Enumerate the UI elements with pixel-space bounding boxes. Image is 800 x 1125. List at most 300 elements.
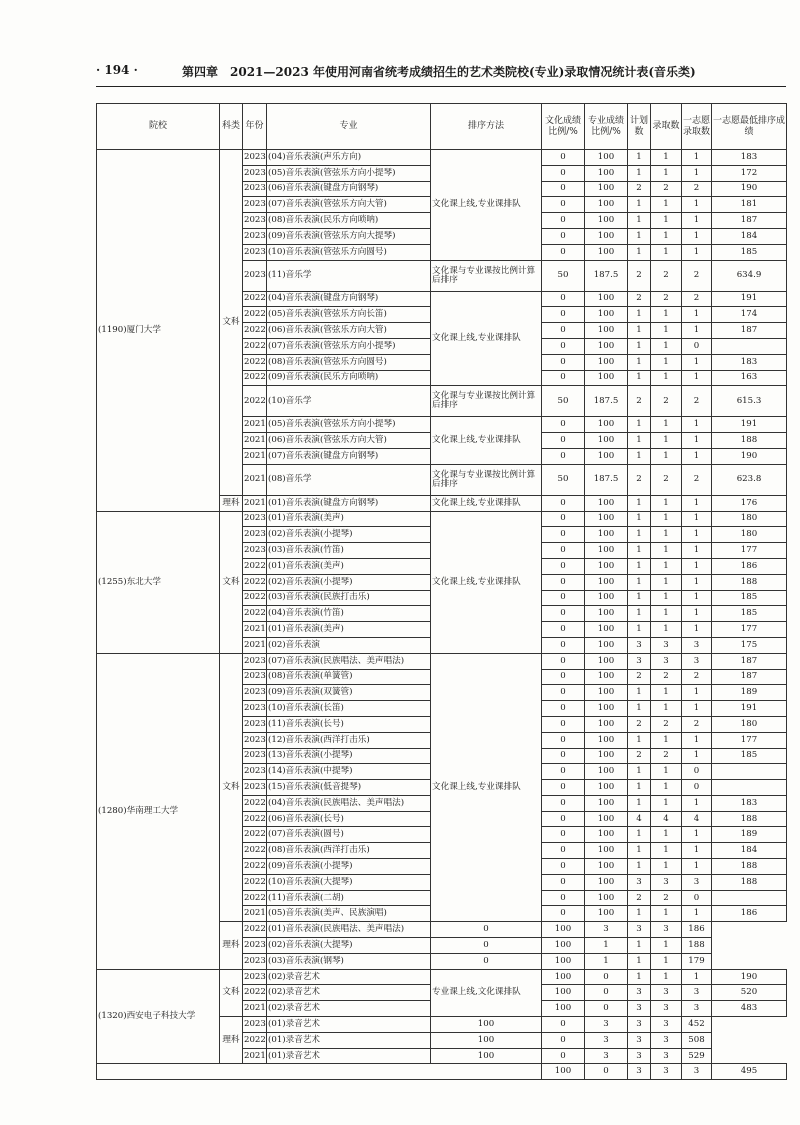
year-cell: 2022 bbox=[243, 795, 267, 811]
culture-ratio-cell: 0 bbox=[542, 244, 585, 260]
year-cell: 2023 bbox=[243, 716, 267, 732]
extra-score-cell: 495 bbox=[712, 1064, 787, 1080]
admit-cell: 1 bbox=[628, 938, 651, 954]
plan-cell: 2 bbox=[628, 386, 651, 417]
major-cell: (06)音乐表演(管弦乐方向大管) bbox=[267, 433, 431, 449]
major-cell: (07)音乐表演(圆号) bbox=[267, 827, 431, 843]
admit-cell: 1 bbox=[651, 906, 682, 922]
admit-cell: 2 bbox=[651, 260, 682, 291]
method-cell: 文化课上线,专业课排队 bbox=[431, 495, 542, 511]
plan-cell: 1 bbox=[628, 590, 651, 606]
year-cell: 2023 bbox=[243, 1017, 267, 1033]
culture-ratio-cell: 0 bbox=[542, 543, 585, 559]
prof-ratio-cell: 0 bbox=[542, 1032, 585, 1048]
extra-admit-cell: 3 bbox=[651, 1064, 682, 1080]
first-admit-cell: 1 bbox=[682, 606, 712, 622]
culture-ratio-cell: 0 bbox=[542, 338, 585, 354]
first-min-score-cell: 191 bbox=[712, 701, 787, 717]
admit-cell: 3 bbox=[628, 922, 651, 938]
prof-ratio-cell: 100 bbox=[585, 890, 628, 906]
plan-cell: 2 bbox=[628, 716, 651, 732]
prof-ratio-cell: 100 bbox=[585, 323, 628, 339]
prof-ratio-cell: 100 bbox=[585, 748, 628, 764]
prof-ratio-cell: 0 bbox=[585, 1001, 628, 1017]
culture-ratio-cell: 0 bbox=[542, 827, 585, 843]
admit-cell: 1 bbox=[651, 448, 682, 464]
admit-cell: 1 bbox=[651, 732, 682, 748]
major-cell: (06)音乐表演(管弦乐方向大管) bbox=[267, 323, 431, 339]
year-cell: 2023 bbox=[243, 748, 267, 764]
admission-table bbox=[96, 103, 787, 1080]
first-admit-cell: 1 bbox=[682, 969, 712, 985]
year-cell: 2023 bbox=[243, 150, 267, 166]
first-min-score-cell: 179 bbox=[682, 953, 712, 969]
culture-ratio-cell: 0 bbox=[542, 811, 585, 827]
col-method: 排序方法 bbox=[431, 104, 542, 150]
prof-ratio-cell: 100 bbox=[585, 622, 628, 638]
major-cell: (03)音乐表演(钢琴) bbox=[267, 953, 431, 969]
plan-cell: 1 bbox=[628, 558, 651, 574]
culture-ratio-cell: 0 bbox=[542, 874, 585, 890]
plan-cell: 3 bbox=[628, 653, 651, 669]
culture-ratio-cell: 0 bbox=[542, 685, 585, 701]
category-cell: 理科 bbox=[220, 922, 243, 969]
plan-cell: 1 bbox=[628, 370, 651, 386]
header-rule bbox=[96, 86, 786, 87]
admit-cell: 3 bbox=[628, 1048, 651, 1064]
first-admit-cell: 1 bbox=[682, 354, 712, 370]
admit-cell: 1 bbox=[651, 543, 682, 559]
admit-cell: 1 bbox=[651, 606, 682, 622]
first-admit-cell: 1 bbox=[682, 165, 712, 181]
extra-first-cell: 3 bbox=[682, 1064, 712, 1080]
major-cell: (08)音乐表演(民乐方向唢呐) bbox=[267, 213, 431, 229]
first-admit-cell: 1 bbox=[682, 495, 712, 511]
culture-ratio-cell: 100 bbox=[542, 969, 585, 985]
prof-ratio-cell: 100 bbox=[585, 827, 628, 843]
prof-ratio-cell: 100 bbox=[585, 448, 628, 464]
year-cell: 2022 bbox=[243, 890, 267, 906]
admit-cell: 1 bbox=[651, 558, 682, 574]
first-min-score-cell bbox=[712, 764, 787, 780]
prof-ratio-cell: 0 bbox=[585, 985, 628, 1001]
year-cell: 2023 bbox=[243, 938, 267, 954]
extra-plan-cell: 3 bbox=[628, 1064, 651, 1080]
admit-cell: 2 bbox=[651, 669, 682, 685]
admit-cell: 1 bbox=[651, 969, 682, 985]
admit-cell: 1 bbox=[651, 323, 682, 339]
plan-cell: 2 bbox=[628, 890, 651, 906]
prof-ratio-cell: 100 bbox=[542, 953, 585, 969]
table-row bbox=[97, 653, 787, 669]
major-cell: (11)音乐表演(长号) bbox=[267, 716, 431, 732]
first-admit-cell: 1 bbox=[682, 417, 712, 433]
major-cell: (04)音乐表演(键盘方向钢琴) bbox=[267, 291, 431, 307]
plan-cell: 1 bbox=[628, 574, 651, 590]
first-admit-cell: 4 bbox=[682, 811, 712, 827]
table-header-row bbox=[97, 104, 787, 150]
plan-cell: 3 bbox=[628, 1001, 651, 1017]
culture-ratio-cell: 0 bbox=[542, 417, 585, 433]
culture-ratio-cell: 0 bbox=[542, 323, 585, 339]
school-cell: (1280)华南理工大学 bbox=[97, 653, 220, 969]
major-cell: (08)音乐表演(单簧管) bbox=[267, 669, 431, 685]
first-admit-cell: 1 bbox=[682, 370, 712, 386]
year-cell: 2023 bbox=[243, 260, 267, 291]
category-cell: 文科 bbox=[220, 150, 243, 496]
year-cell: 2023 bbox=[243, 685, 267, 701]
first-min-score-cell: 177 bbox=[712, 622, 787, 638]
col-major: 专业 bbox=[267, 104, 431, 150]
first-min-score-cell: 483 bbox=[712, 1001, 787, 1017]
prof-ratio-cell: 0 bbox=[542, 1048, 585, 1064]
blank-cell bbox=[97, 1064, 542, 1080]
plan-cell: 1 bbox=[628, 827, 651, 843]
school-cell: (1255)东北大学 bbox=[97, 511, 220, 653]
culture-ratio-cell: 50 bbox=[542, 260, 585, 291]
chapter-title: 第四章 2021—2023 年使用河南省统考成绩招生的艺术类院校(专业)录取情况统计表(音乐类) bbox=[182, 65, 696, 79]
prof-ratio-cell: 0 bbox=[585, 969, 628, 985]
first-admit-cell: 1 bbox=[682, 701, 712, 717]
prof-ratio-cell: 100 bbox=[585, 228, 628, 244]
major-cell: (08)音乐表演(管弦乐方向圆号) bbox=[267, 354, 431, 370]
first-min-score-cell: 186 bbox=[712, 558, 787, 574]
culture-ratio-cell: 50 bbox=[542, 386, 585, 417]
first-admit-cell: 0 bbox=[682, 890, 712, 906]
prof-ratio-cell: 100 bbox=[585, 795, 628, 811]
plan-cell: 1 bbox=[628, 433, 651, 449]
admit-cell: 3 bbox=[628, 1032, 651, 1048]
major-cell: (02)录音艺术 bbox=[267, 985, 431, 1001]
admit-cell: 1 bbox=[651, 685, 682, 701]
table-row bbox=[97, 511, 787, 527]
major-cell: (05)音乐表演(管弦乐方向长笛) bbox=[267, 307, 431, 323]
admit-cell: 1 bbox=[651, 574, 682, 590]
major-cell: (05)音乐表演(管弦乐方向小提琴) bbox=[267, 165, 431, 181]
plan-cell: 1 bbox=[628, 843, 651, 859]
first-min-score-cell: 185 bbox=[712, 748, 787, 764]
first-admit-cell: 1 bbox=[682, 574, 712, 590]
col-year: 年份 bbox=[243, 104, 267, 150]
plan-cell: 1 bbox=[628, 764, 651, 780]
first-admit-cell: 1 bbox=[682, 228, 712, 244]
prof-ratio-cell: 100 bbox=[585, 495, 628, 511]
admit-cell: 1 bbox=[628, 953, 651, 969]
major-cell: (09)音乐表演(民乐方向唢呐) bbox=[267, 370, 431, 386]
culture-ratio-cell: 0 bbox=[542, 590, 585, 606]
table-body bbox=[97, 150, 787, 1080]
year-cell: 2022 bbox=[243, 354, 267, 370]
first-min-score-cell: 188 bbox=[682, 938, 712, 954]
table-row bbox=[97, 969, 787, 985]
admit-cell: 1 bbox=[651, 244, 682, 260]
first-min-score-cell: 184 bbox=[712, 228, 787, 244]
first-admit-cell: 1 bbox=[682, 527, 712, 543]
culture-ratio-cell: 0 bbox=[542, 764, 585, 780]
first-admit-cell: 1 bbox=[682, 590, 712, 606]
major-cell: (10)音乐表演(长笛) bbox=[267, 701, 431, 717]
first-min-score-cell: 190 bbox=[712, 448, 787, 464]
year-cell: 2023 bbox=[243, 165, 267, 181]
prof-ratio-cell: 100 bbox=[585, 574, 628, 590]
major-cell: (03)音乐表演(民族打击乐) bbox=[267, 590, 431, 606]
major-cell: (04)音乐表演(民族唱法、美声唱法) bbox=[267, 795, 431, 811]
culture-ratio-cell: 0 bbox=[542, 637, 585, 653]
first-min-score-cell: 188 bbox=[712, 859, 787, 875]
culture-ratio-cell: 0 bbox=[542, 150, 585, 166]
major-cell: (11)音乐学 bbox=[267, 260, 431, 291]
first-min-score-cell: 188 bbox=[712, 574, 787, 590]
first-admit-cell: 1 bbox=[682, 213, 712, 229]
prof-ratio-cell: 100 bbox=[585, 590, 628, 606]
year-cell: 2021 bbox=[243, 417, 267, 433]
first-min-score-cell: 185 bbox=[712, 606, 787, 622]
prof-ratio-cell: 100 bbox=[585, 732, 628, 748]
prof-ratio-cell: 100 bbox=[542, 922, 585, 938]
plan-cell: 2 bbox=[628, 669, 651, 685]
major-cell: (09)音乐表演(小提琴) bbox=[267, 859, 431, 875]
admit-cell: 1 bbox=[651, 165, 682, 181]
major-cell: (11)音乐表演(二胡) bbox=[267, 890, 431, 906]
first-min-score-cell: 180 bbox=[712, 527, 787, 543]
first-min-score-cell: 188 bbox=[712, 874, 787, 890]
major-cell: (05)音乐表演(美声、民族演唱) bbox=[267, 906, 431, 922]
year-cell: 2022 bbox=[243, 985, 267, 1001]
prof-ratio-cell: 187.5 bbox=[585, 260, 628, 291]
major-cell: (04)音乐表演(声乐方向) bbox=[267, 150, 431, 166]
admit-cell: 1 bbox=[651, 795, 682, 811]
year-cell: 2023 bbox=[243, 197, 267, 213]
admit-cell: 3 bbox=[651, 1001, 682, 1017]
plan-cell: 3 bbox=[585, 1017, 628, 1033]
year-cell: 2022 bbox=[243, 307, 267, 323]
plan-cell: 1 bbox=[628, 323, 651, 339]
major-cell: (09)音乐表演(管弦乐方向大提琴) bbox=[267, 228, 431, 244]
major-cell: (02)音乐表演(小提琴) bbox=[267, 574, 431, 590]
first-admit-cell: 3 bbox=[651, 922, 682, 938]
major-cell: (01)音乐表演(美声) bbox=[267, 511, 431, 527]
plan-cell: 1 bbox=[628, 606, 651, 622]
admit-cell: 1 bbox=[651, 843, 682, 859]
year-cell: 2022 bbox=[243, 1032, 267, 1048]
year-cell: 2022 bbox=[243, 574, 267, 590]
first-admit-cell: 1 bbox=[682, 558, 712, 574]
extra-prof-cell: 0 bbox=[585, 1064, 628, 1080]
major-cell: (09)音乐表演(双簧管) bbox=[267, 685, 431, 701]
culture-ratio-cell: 0 bbox=[542, 859, 585, 875]
prof-ratio-cell: 100 bbox=[585, 843, 628, 859]
plan-cell: 1 bbox=[628, 338, 651, 354]
major-cell: (02)录音艺术 bbox=[267, 1001, 431, 1017]
admit-cell: 1 bbox=[651, 228, 682, 244]
first-admit-cell: 1 bbox=[682, 323, 712, 339]
plan-cell: 1 bbox=[628, 307, 651, 323]
method-cell: 文化课与专业课按比例计算后排序 bbox=[431, 386, 542, 417]
first-admit-cell: 1 bbox=[682, 511, 712, 527]
year-cell: 2021 bbox=[243, 622, 267, 638]
table-row bbox=[97, 150, 787, 166]
year-cell: 2022 bbox=[243, 338, 267, 354]
year-cell: 2021 bbox=[243, 433, 267, 449]
category-cell: 文科 bbox=[220, 653, 243, 922]
method-cell: 文化课与专业课按比例计算后排序 bbox=[431, 464, 542, 495]
category-cell: 理科 bbox=[220, 1017, 243, 1064]
first-admit-cell: 1 bbox=[682, 732, 712, 748]
first-min-score-cell: 180 bbox=[712, 716, 787, 732]
major-cell: (15)音乐表演(低音提琴) bbox=[267, 780, 431, 796]
plan-cell: 1 bbox=[628, 906, 651, 922]
culture-ratio-cell: 0 bbox=[542, 716, 585, 732]
culture-ratio-cell: 0 bbox=[542, 354, 585, 370]
culture-ratio-cell: 0 bbox=[542, 527, 585, 543]
year-cell: 2023 bbox=[243, 669, 267, 685]
first-admit-cell: 0 bbox=[682, 780, 712, 796]
plan-cell: 1 bbox=[628, 969, 651, 985]
first-admit-cell: 1 bbox=[682, 795, 712, 811]
culture-ratio-cell: 100 bbox=[431, 1032, 542, 1048]
plan-cell: 1 bbox=[585, 953, 628, 969]
plan-cell: 1 bbox=[628, 701, 651, 717]
first-min-score-cell: 187 bbox=[712, 323, 787, 339]
year-cell: 2023 bbox=[243, 953, 267, 969]
prof-ratio-cell: 100 bbox=[585, 181, 628, 197]
admit-cell: 1 bbox=[651, 370, 682, 386]
admit-cell: 1 bbox=[651, 827, 682, 843]
page-number: · 194 · bbox=[96, 63, 138, 77]
year-cell: 2022 bbox=[243, 843, 267, 859]
year-cell: 2023 bbox=[243, 701, 267, 717]
first-admit-cell: 1 bbox=[651, 953, 682, 969]
first-admit-cell: 1 bbox=[682, 622, 712, 638]
plan-cell: 1 bbox=[628, 150, 651, 166]
first-min-score-cell: 187 bbox=[712, 213, 787, 229]
major-cell: (01)录音艺术 bbox=[267, 1048, 431, 1064]
first-min-score-cell: 191 bbox=[712, 291, 787, 307]
year-cell: 2021 bbox=[243, 495, 267, 511]
prof-ratio-cell: 100 bbox=[585, 606, 628, 622]
method-cell: 文化课与专业课按比例计算后排序 bbox=[431, 260, 542, 291]
first-admit-cell: 3 bbox=[651, 1017, 682, 1033]
plan-cell: 1 bbox=[628, 417, 651, 433]
first-admit-cell: 1 bbox=[682, 307, 712, 323]
prof-ratio-cell: 100 bbox=[585, 338, 628, 354]
prof-ratio-cell: 100 bbox=[585, 558, 628, 574]
culture-ratio-cell: 0 bbox=[542, 701, 585, 717]
prof-ratio-cell: 100 bbox=[585, 859, 628, 875]
extra-culture-cell: 100 bbox=[542, 1064, 585, 1080]
year-cell: 2023 bbox=[243, 244, 267, 260]
year-cell: 2023 bbox=[243, 732, 267, 748]
prof-ratio-cell: 100 bbox=[585, 811, 628, 827]
major-cell: (01)音乐表演(键盘方向钢琴) bbox=[267, 495, 431, 511]
prof-ratio-cell: 100 bbox=[585, 291, 628, 307]
major-cell: (14)音乐表演(中提琴) bbox=[267, 764, 431, 780]
plan-cell: 2 bbox=[628, 291, 651, 307]
culture-ratio-cell: 0 bbox=[431, 922, 542, 938]
year-cell: 2023 bbox=[243, 527, 267, 543]
first-admit-cell: 0 bbox=[682, 338, 712, 354]
plan-cell: 1 bbox=[628, 543, 651, 559]
col-first-min-score: 一志愿最低排序成绩 bbox=[712, 104, 787, 150]
admit-cell: 1 bbox=[651, 511, 682, 527]
first-min-score-cell: 187 bbox=[712, 653, 787, 669]
first-min-score-cell: 520 bbox=[712, 985, 787, 1001]
culture-ratio-cell: 0 bbox=[431, 938, 542, 954]
culture-ratio-cell: 0 bbox=[542, 165, 585, 181]
first-admit-cell: 1 bbox=[682, 906, 712, 922]
first-min-score-cell bbox=[712, 338, 787, 354]
major-cell: (05)音乐表演(管弦乐方向小提琴) bbox=[267, 417, 431, 433]
first-admit-cell: 0 bbox=[682, 764, 712, 780]
admit-cell: 1 bbox=[651, 150, 682, 166]
first-min-score-cell: 191 bbox=[712, 417, 787, 433]
plan-cell: 3 bbox=[628, 985, 651, 1001]
admit-cell: 1 bbox=[651, 495, 682, 511]
year-cell: 2021 bbox=[243, 464, 267, 495]
admit-cell: 1 bbox=[651, 590, 682, 606]
major-cell: (01)音乐表演(美声) bbox=[267, 558, 431, 574]
major-cell: (07)音乐表演(民族唱法、美声唱法) bbox=[267, 653, 431, 669]
admit-cell: 1 bbox=[651, 213, 682, 229]
first-admit-cell: 1 bbox=[682, 150, 712, 166]
prof-ratio-cell: 100 bbox=[585, 354, 628, 370]
prof-ratio-cell: 100 bbox=[585, 701, 628, 717]
method-cell: 文化课上线,专业课排队 bbox=[431, 150, 542, 261]
admit-cell: 2 bbox=[651, 386, 682, 417]
plan-cell: 1 bbox=[585, 938, 628, 954]
culture-ratio-cell: 0 bbox=[542, 653, 585, 669]
admit-cell: 2 bbox=[651, 291, 682, 307]
first-admit-cell: 2 bbox=[682, 260, 712, 291]
culture-ratio-cell: 0 bbox=[431, 953, 542, 969]
plan-cell: 1 bbox=[628, 228, 651, 244]
year-cell: 2022 bbox=[243, 859, 267, 875]
admit-cell: 1 bbox=[651, 527, 682, 543]
year-cell: 2022 bbox=[243, 874, 267, 890]
culture-ratio-cell: 100 bbox=[431, 1048, 542, 1064]
admit-cell: 3 bbox=[628, 1017, 651, 1033]
category-cell: 文科 bbox=[220, 511, 243, 653]
year-cell: 2023 bbox=[243, 653, 267, 669]
plan-cell: 3 bbox=[585, 922, 628, 938]
col-admit: 录取数 bbox=[651, 104, 682, 150]
admit-cell: 1 bbox=[651, 701, 682, 717]
year-cell: 2023 bbox=[243, 543, 267, 559]
plan-cell: 1 bbox=[628, 495, 651, 511]
major-cell: (10)音乐表演(管弦乐方向圆号) bbox=[267, 244, 431, 260]
culture-ratio-cell: 0 bbox=[542, 495, 585, 511]
admit-cell: 3 bbox=[651, 653, 682, 669]
plan-cell: 1 bbox=[628, 685, 651, 701]
first-min-score-cell: 184 bbox=[712, 843, 787, 859]
first-min-score-cell: 180 bbox=[712, 511, 787, 527]
plan-cell: 1 bbox=[628, 165, 651, 181]
first-min-score-cell: 508 bbox=[682, 1032, 712, 1048]
first-min-score-cell: 177 bbox=[712, 543, 787, 559]
first-min-score-cell: 186 bbox=[682, 922, 712, 938]
first-min-score-cell: 174 bbox=[712, 307, 787, 323]
first-min-score-cell: 183 bbox=[712, 795, 787, 811]
prof-ratio-cell: 100 bbox=[585, 527, 628, 543]
culture-ratio-cell: 0 bbox=[542, 606, 585, 622]
category-cell: 文科 bbox=[220, 969, 243, 1016]
first-admit-cell: 1 bbox=[682, 448, 712, 464]
first-min-score-cell: 188 bbox=[712, 811, 787, 827]
year-cell: 2023 bbox=[243, 228, 267, 244]
prof-ratio-cell: 100 bbox=[585, 511, 628, 527]
first-min-score-cell: 190 bbox=[712, 969, 787, 985]
year-cell: 2021 bbox=[243, 1001, 267, 1017]
